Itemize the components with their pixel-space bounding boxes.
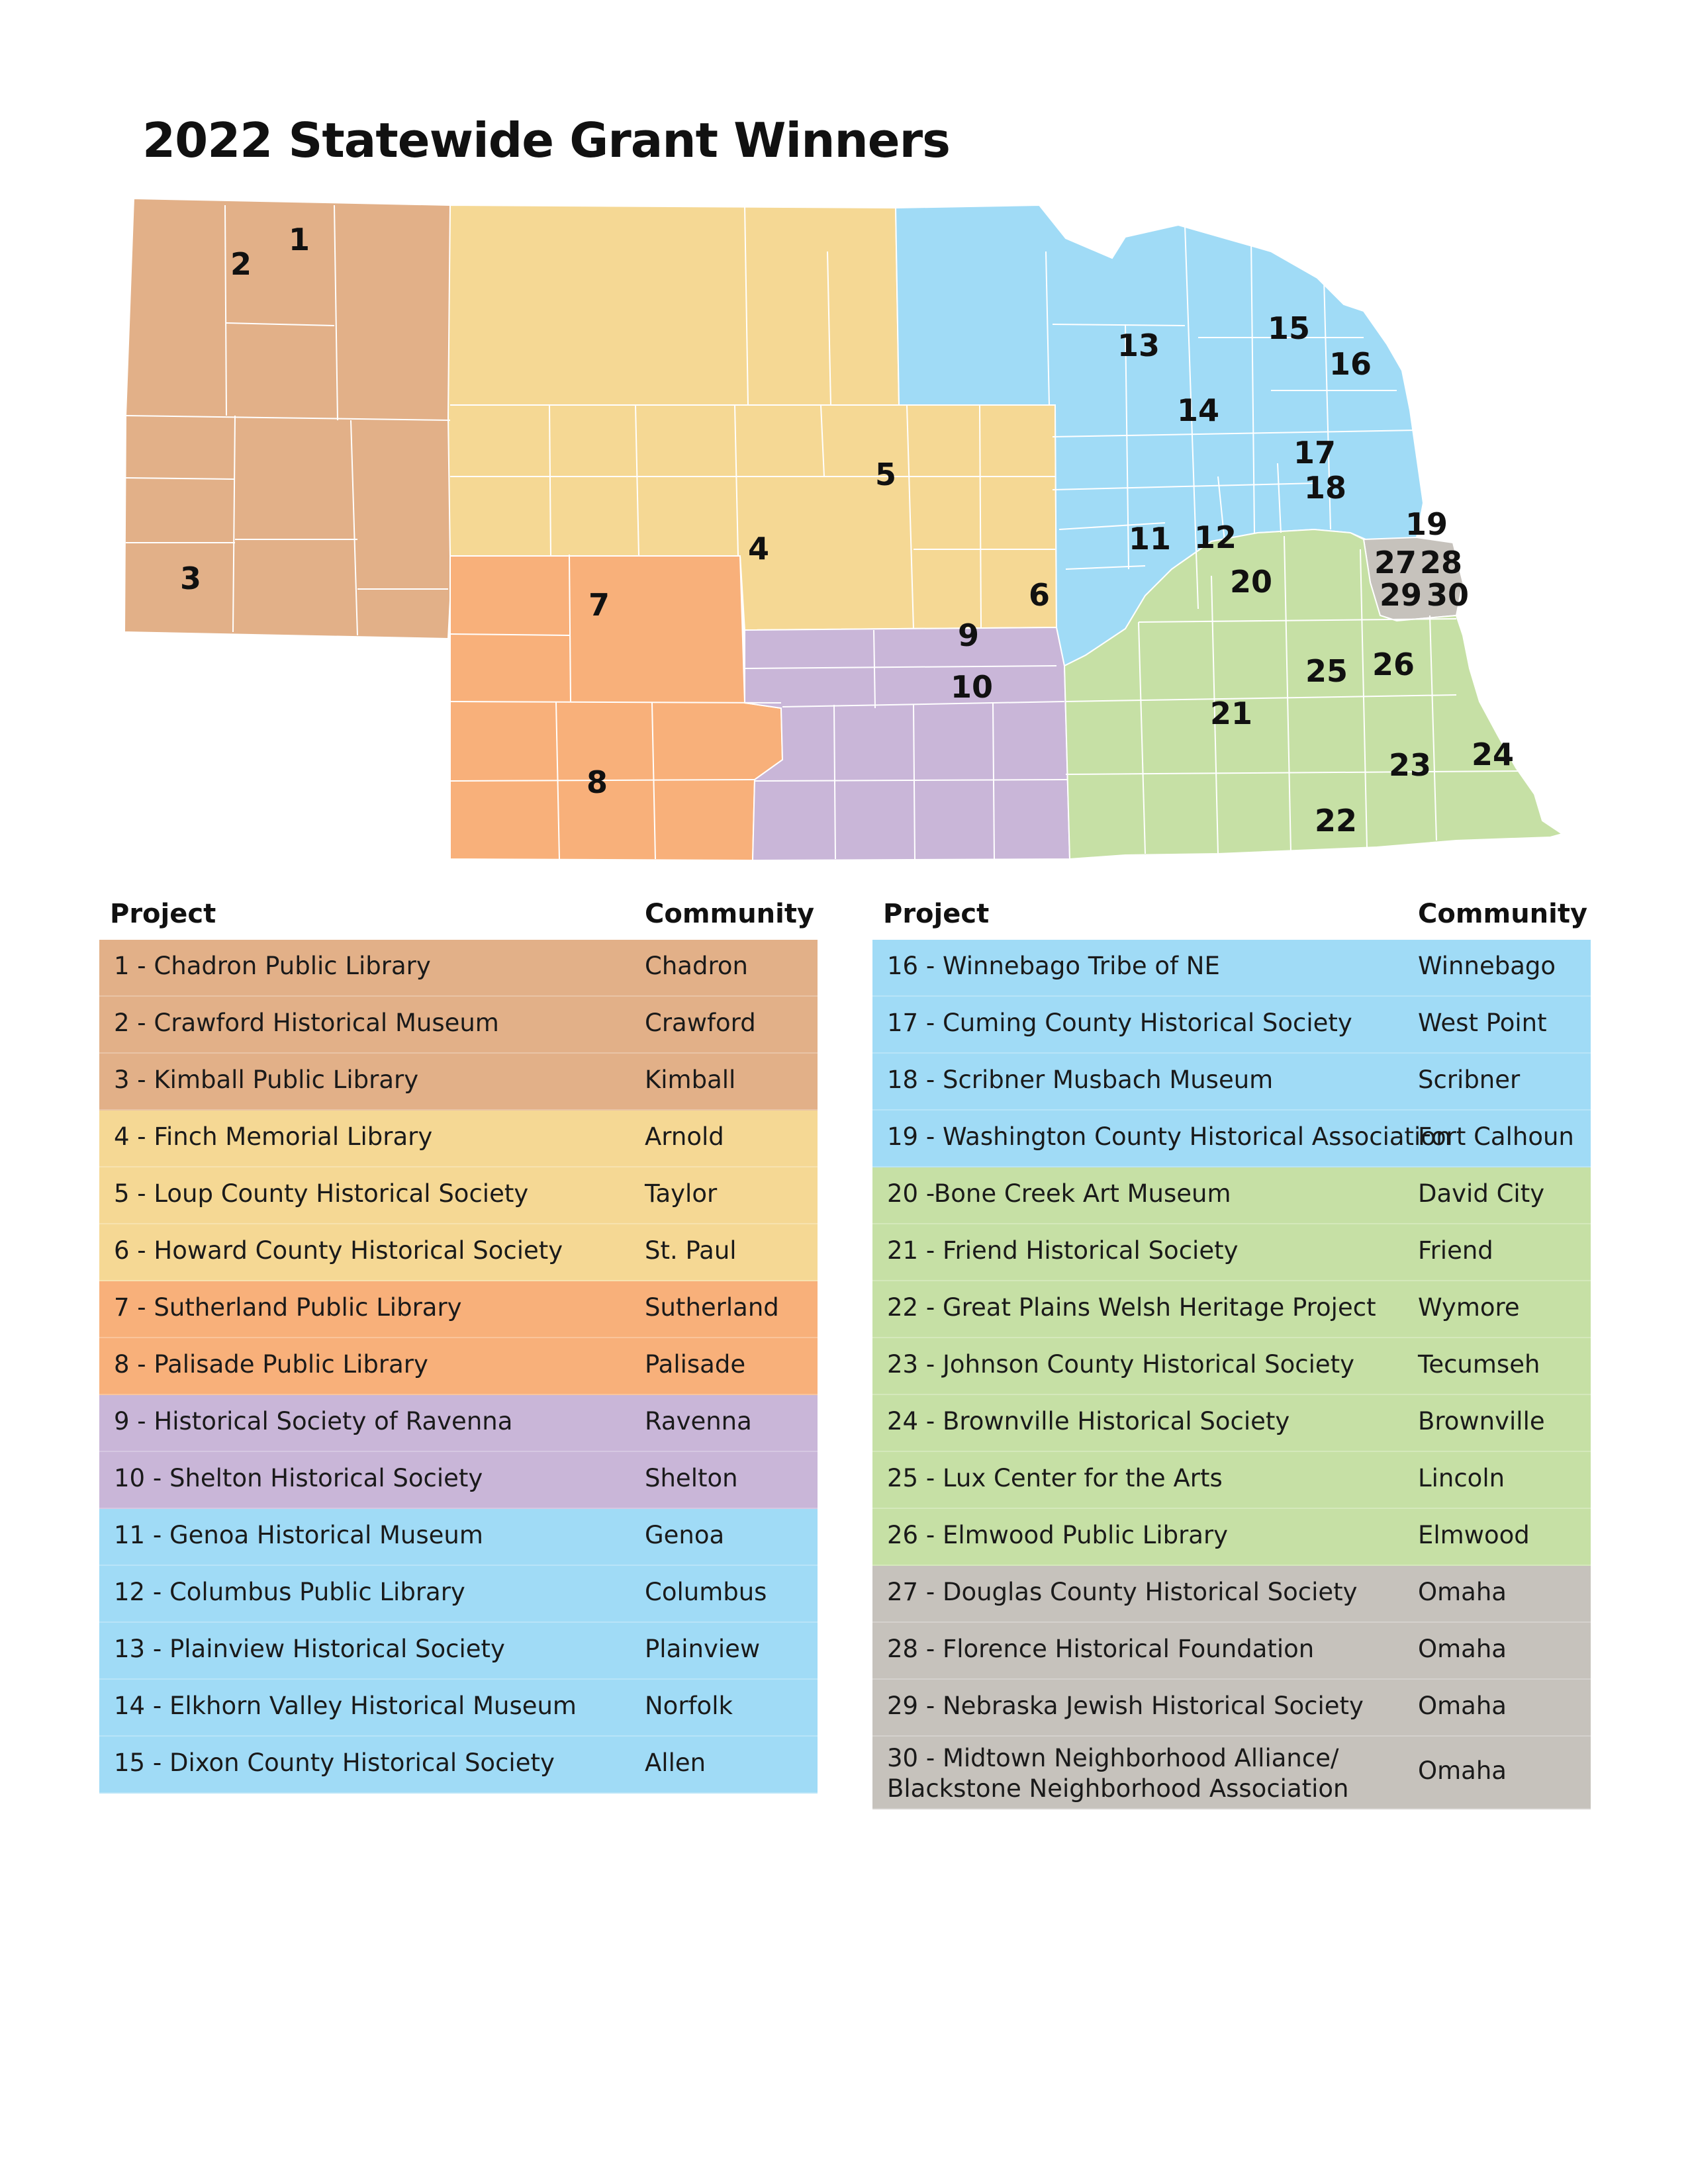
map-label-23: 23 bbox=[1388, 747, 1432, 783]
community-cell: Fort Calhoun bbox=[1418, 1122, 1574, 1151]
table-header bbox=[872, 887, 1591, 940]
map-label-8: 8 bbox=[586, 764, 608, 800]
table-row bbox=[872, 1224, 1591, 1281]
map-label-7: 7 bbox=[588, 587, 610, 623]
map-label-9: 9 bbox=[957, 617, 980, 653]
community-cell: Lincoln bbox=[1418, 1464, 1505, 1492]
grant-table-right bbox=[872, 887, 1591, 1809]
table-row bbox=[872, 1338, 1591, 1395]
table-body bbox=[99, 940, 818, 1794]
community-cell: West Point bbox=[1418, 1009, 1547, 1037]
map-label-4: 4 bbox=[747, 531, 770, 567]
map-label-10: 10 bbox=[950, 669, 994, 705]
project-cell: 5 - Loup County Historical Society bbox=[114, 1179, 529, 1208]
community-cell: Genoa bbox=[645, 1521, 725, 1549]
project-cell: 3 - Kimball Public Library bbox=[114, 1066, 419, 1094]
project-cell: 30 - Midtown Neighborhood Alliance/ Blackstone Neighborhood Association bbox=[887, 1744, 1349, 1803]
project-cell: 22 - Great Plains Welsh Heritage Project bbox=[887, 1293, 1376, 1322]
community-cell: Palisade bbox=[645, 1350, 746, 1379]
header-community: Community bbox=[645, 899, 815, 929]
community-cell: St. Paul bbox=[645, 1236, 737, 1265]
project-cell: 27 - Douglas County Historical Society bbox=[887, 1578, 1358, 1606]
map-label-24: 24 bbox=[1471, 737, 1515, 772]
map-label-5: 5 bbox=[874, 457, 897, 492]
project-cell: 7 - Sutherland Public Library bbox=[114, 1293, 462, 1322]
table-row bbox=[99, 1452, 818, 1509]
community-cell: Friend bbox=[1418, 1236, 1493, 1265]
community-cell: Brownville bbox=[1418, 1407, 1545, 1435]
map-label-27: 27 bbox=[1374, 545, 1417, 580]
map-label-21: 21 bbox=[1209, 696, 1253, 731]
project-cell: 10 - Shelton Historical Society bbox=[114, 1464, 483, 1492]
map-label-3: 3 bbox=[179, 561, 202, 596]
map-label-20: 20 bbox=[1229, 564, 1273, 600]
map-label-1: 1 bbox=[288, 222, 310, 257]
map-label-29: 29 bbox=[1379, 577, 1423, 613]
table-row bbox=[872, 1566, 1591, 1623]
table-row bbox=[99, 1281, 818, 1338]
region-purple bbox=[745, 627, 1070, 860]
table-row bbox=[872, 1452, 1591, 1509]
table-row bbox=[872, 1054, 1591, 1111]
table-body bbox=[872, 940, 1591, 1809]
project-cell: 15 - Dixon County Historical Society bbox=[114, 1749, 555, 1777]
table-row bbox=[872, 997, 1591, 1054]
project-cell: 6 - Howard County Historical Society bbox=[114, 1236, 563, 1265]
community-cell: Tecumseh bbox=[1418, 1350, 1540, 1379]
header-project: Project bbox=[883, 899, 990, 929]
community-cell: Ravenna bbox=[645, 1407, 752, 1435]
table-row bbox=[872, 1395, 1591, 1452]
project-cell: 25 - Lux Center for the Arts bbox=[887, 1464, 1223, 1492]
table-row bbox=[99, 1566, 818, 1623]
project-cell: 18 - Scribner Musbach Museum bbox=[887, 1066, 1274, 1094]
community-cell: Arnold bbox=[645, 1122, 724, 1151]
project-cell: 14 - Elkhorn Valley Historical Museum bbox=[114, 1692, 577, 1720]
table-row bbox=[99, 1338, 818, 1395]
table-row bbox=[872, 1111, 1591, 1167]
map-label-18: 18 bbox=[1303, 470, 1347, 506]
community-cell: Scribner bbox=[1418, 1066, 1521, 1094]
table-header bbox=[99, 887, 818, 940]
community-cell: Wymore bbox=[1418, 1293, 1520, 1322]
community-cell: Crawford bbox=[645, 1009, 756, 1037]
community-cell: Sutherland bbox=[645, 1293, 779, 1322]
table-row bbox=[99, 1395, 818, 1452]
community-cell: Omaha bbox=[1418, 1578, 1507, 1606]
table-row bbox=[872, 1167, 1591, 1224]
project-cell: 13 - Plainview Historical Society bbox=[114, 1635, 505, 1663]
project-cell: 28 - Florence Historical Foundation bbox=[887, 1635, 1315, 1663]
grant-table-left bbox=[99, 887, 818, 1794]
project-cell: 29 - Nebraska Jewish Historical Society bbox=[887, 1692, 1364, 1720]
table-row bbox=[872, 1737, 1591, 1809]
project-cell: 24 - Brownville Historical Society bbox=[887, 1407, 1290, 1435]
map-label-19: 19 bbox=[1405, 506, 1448, 542]
region-orange bbox=[450, 556, 782, 860]
header-project: Project bbox=[110, 899, 216, 929]
community-cell: Chadron bbox=[645, 952, 748, 980]
map-label-22: 22 bbox=[1314, 803, 1358, 839]
table-row bbox=[99, 940, 818, 997]
map-label-12: 12 bbox=[1194, 520, 1237, 555]
project-cell: 2 - Crawford Historical Museum bbox=[114, 1009, 499, 1037]
project-cell: 17 - Cuming County Historical Society bbox=[887, 1009, 1352, 1037]
project-cell: 1 - Chadron Public Library bbox=[114, 952, 431, 980]
map-label-17: 17 bbox=[1293, 435, 1336, 471]
community-cell: Omaha bbox=[1418, 1635, 1507, 1663]
map-label-28: 28 bbox=[1419, 545, 1463, 580]
community-cell: Columbus bbox=[645, 1578, 767, 1606]
community-cell: Elmwood bbox=[1418, 1521, 1530, 1549]
map-label-16: 16 bbox=[1329, 346, 1372, 382]
community-cell: Shelton bbox=[645, 1464, 738, 1492]
table-row bbox=[99, 1737, 818, 1794]
table-row bbox=[99, 1680, 818, 1737]
page-title: 2022 Statewide Grant Winners bbox=[142, 113, 950, 168]
table-row bbox=[99, 997, 818, 1054]
map-label-13: 13 bbox=[1117, 328, 1160, 363]
table-row bbox=[872, 1623, 1591, 1680]
table-row bbox=[872, 1509, 1591, 1566]
table-row bbox=[872, 940, 1591, 997]
community-cell: Norfolk bbox=[645, 1692, 733, 1720]
table-row bbox=[99, 1167, 818, 1224]
nebraska-region-map bbox=[0, 0, 1688, 874]
table-row bbox=[99, 1111, 818, 1167]
table-row bbox=[99, 1054, 818, 1111]
map-label-26: 26 bbox=[1372, 647, 1415, 682]
project-cell: 11 - Genoa Historical Museum bbox=[114, 1521, 483, 1549]
map-label-15: 15 bbox=[1267, 310, 1311, 346]
community-cell: Omaha bbox=[1418, 1756, 1507, 1785]
table-row bbox=[99, 1623, 818, 1680]
project-cell: 26 - Elmwood Public Library bbox=[887, 1521, 1229, 1549]
header-community: Community bbox=[1418, 899, 1588, 929]
project-cell: 23 - Johnson County Historical Society bbox=[887, 1350, 1355, 1379]
table-row bbox=[99, 1509, 818, 1566]
project-cell: 8 - Palisade Public Library bbox=[114, 1350, 428, 1379]
project-cell: 16 - Winnebago Tribe of NE bbox=[887, 952, 1220, 980]
map-label-6: 6 bbox=[1028, 577, 1051, 613]
project-cell: 4 - Finch Memorial Library bbox=[114, 1122, 433, 1151]
map-label-14: 14 bbox=[1176, 392, 1220, 428]
community-cell: Omaha bbox=[1418, 1692, 1507, 1720]
community-cell: David City bbox=[1418, 1179, 1545, 1208]
map-label-2: 2 bbox=[230, 246, 252, 282]
community-cell: Allen bbox=[645, 1749, 706, 1777]
project-cell: 19 - Washington County Historical Association bbox=[887, 1122, 1452, 1151]
community-cell: Plainview bbox=[645, 1635, 761, 1663]
project-cell: 12 - Columbus Public Library bbox=[114, 1578, 465, 1606]
community-cell: Kimball bbox=[645, 1066, 736, 1094]
map-label-30: 30 bbox=[1426, 577, 1470, 613]
table-row bbox=[872, 1680, 1591, 1737]
community-cell: Taylor bbox=[645, 1179, 718, 1208]
table-row bbox=[872, 1281, 1591, 1338]
map-label-25: 25 bbox=[1305, 653, 1348, 689]
table-row bbox=[99, 1224, 818, 1281]
community-cell: Winnebago bbox=[1418, 952, 1556, 980]
project-cell: 9 - Historical Society of Ravenna bbox=[114, 1407, 513, 1435]
project-cell: 20 -Bone Creek Art Museum bbox=[887, 1179, 1231, 1208]
map-label-11: 11 bbox=[1128, 521, 1172, 557]
project-cell: 21 - Friend Historical Society bbox=[887, 1236, 1239, 1265]
